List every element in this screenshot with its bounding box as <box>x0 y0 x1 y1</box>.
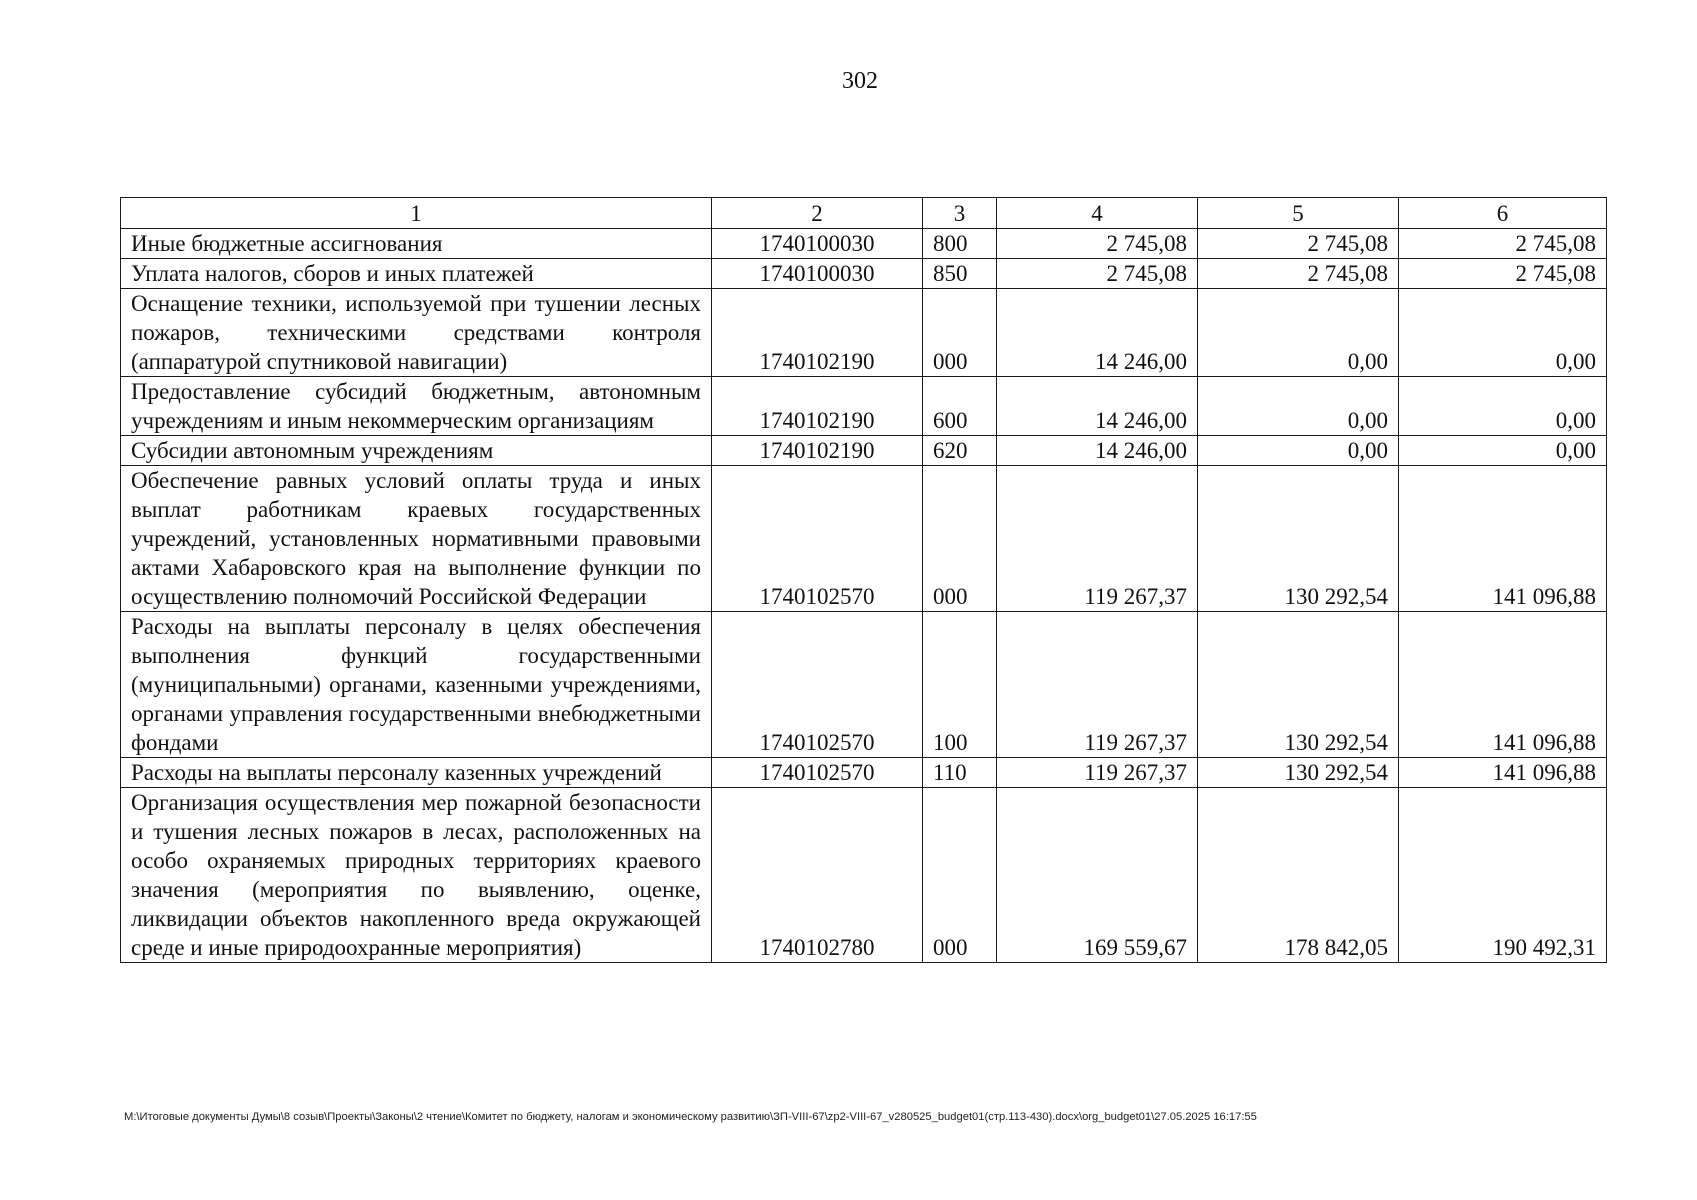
row-code: 1740102570 <box>712 612 923 758</box>
column-header: 2 <box>712 198 923 229</box>
row-value-year2: 2 745,08 <box>1198 259 1399 289</box>
row-name: Организация осуществления мер пожарной безопасности и тушения лесных пожаров в лесах, расположенных на особо охраняемых природных территориях краевого значения (мероприятия по выявлению, оценке, ликвидации объектов накопленного вреда окружающей среде и иные природоохранные мероприятия) <box>121 788 712 963</box>
row-value-year3: 2 745,08 <box>1399 229 1607 259</box>
row-value-year3: 141 096,88 <box>1399 612 1607 758</box>
table-row <box>121 229 1607 259</box>
row-name: Иные бюджетные ассигнования <box>121 229 712 259</box>
row-code: 1740100030 <box>712 229 923 259</box>
row-value-year1: 14 246,00 <box>997 377 1198 436</box>
table-row <box>121 612 1607 758</box>
table-row <box>121 466 1607 612</box>
row-type: 000 <box>923 466 997 612</box>
row-name: Субсидии автономным учреждениям <box>121 436 712 466</box>
table-row <box>121 758 1607 788</box>
row-code: 1740102570 <box>712 466 923 612</box>
row-value-year3: 141 096,88 <box>1399 466 1607 612</box>
row-value-year2: 0,00 <box>1198 436 1399 466</box>
table-row <box>121 377 1607 436</box>
footer-file-path: M:\Итоговые документы Думы\8 созыв\Проекты\Законы\2 чтение\Комитет по бюджету, налогам и экономическому развитию\ЗП-VIII-67\zp2-VIII-67_v280525_budget01(стр.113-430).docx\org_budget01\27.05.2025 16:17:55 <box>124 1111 1257 1123</box>
row-code: 1740102190 <box>712 289 923 377</box>
row-value-year3: 0,00 <box>1399 377 1607 436</box>
row-value-year2: 130 292,54 <box>1198 466 1399 612</box>
budget-table <box>120 197 1607 963</box>
row-type: 000 <box>923 289 997 377</box>
row-name: Расходы на выплаты персоналу казенных учреждений <box>121 758 712 788</box>
row-value-year1: 169 559,67 <box>997 788 1198 963</box>
column-header: 4 <box>997 198 1198 229</box>
row-value-year2: 0,00 <box>1198 289 1399 377</box>
row-code: 1740102570 <box>712 758 923 788</box>
table-row <box>121 259 1607 289</box>
row-type: 100 <box>923 612 997 758</box>
row-type: 110 <box>923 758 997 788</box>
column-header: 6 <box>1399 198 1607 229</box>
row-value-year2: 178 842,05 <box>1198 788 1399 963</box>
row-type: 600 <box>923 377 997 436</box>
row-value-year1: 14 246,00 <box>997 436 1198 466</box>
column-header: 3 <box>923 198 997 229</box>
row-value-year3: 0,00 <box>1399 436 1607 466</box>
column-header: 5 <box>1198 198 1399 229</box>
row-value-year3: 0,00 <box>1399 289 1607 377</box>
column-header: 1 <box>121 198 712 229</box>
row-value-year1: 119 267,37 <box>997 466 1198 612</box>
row-value-year1: 119 267,37 <box>997 758 1198 788</box>
row-value-year2: 0,00 <box>1198 377 1399 436</box>
row-name: Обеспечение равных условий оплаты труда и иных выплат работникам краевых государственных учреждений, установленных нормативными правовыми актами Хабаровского края на выполнение функции по осуществлению полномочий Российской Федерации <box>121 466 712 612</box>
row-value-year1: 119 267,37 <box>997 612 1198 758</box>
row-code: 1740102190 <box>712 377 923 436</box>
table-row <box>121 436 1607 466</box>
row-type: 800 <box>923 229 997 259</box>
row-value-year2: 130 292,54 <box>1198 612 1399 758</box>
table-row <box>121 788 1607 963</box>
row-name: Расходы на выплаты персоналу в целях обеспечения выполнения функций государственными (муниципальными) органами, казенными учреждениями, органами управления государственными внебюджетными фондами <box>121 612 712 758</box>
row-code: 1740100030 <box>712 259 923 289</box>
row-code: 1740102190 <box>712 436 923 466</box>
row-type: 000 <box>923 788 997 963</box>
row-value-year2: 130 292,54 <box>1198 758 1399 788</box>
row-code: 1740102780 <box>712 788 923 963</box>
row-name: Предоставление субсидий бюджетным, автономным учреждениям и иным некоммерческим организациям <box>121 377 712 436</box>
row-value-year3: 190 492,31 <box>1399 788 1607 963</box>
row-name: Уплата налогов, сборов и иных платежей <box>121 259 712 289</box>
column-number-row <box>121 198 1607 229</box>
table-row <box>121 289 1607 377</box>
row-value-year3: 2 745,08 <box>1399 259 1607 289</box>
row-value-year1: 2 745,08 <box>997 229 1198 259</box>
page-number: 302 <box>842 68 878 94</box>
row-value-year1: 14 246,00 <box>997 289 1198 377</box>
row-name: Оснащение техники, используемой при тушении лесных пожаров, техническими средствами контроля (аппаратурой спутниковой навигации) <box>121 289 712 377</box>
row-value-year2: 2 745,08 <box>1198 229 1399 259</box>
row-type: 620 <box>923 436 997 466</box>
row-type: 850 <box>923 259 997 289</box>
row-value-year1: 2 745,08 <box>997 259 1198 289</box>
row-value-year3: 141 096,88 <box>1399 758 1607 788</box>
